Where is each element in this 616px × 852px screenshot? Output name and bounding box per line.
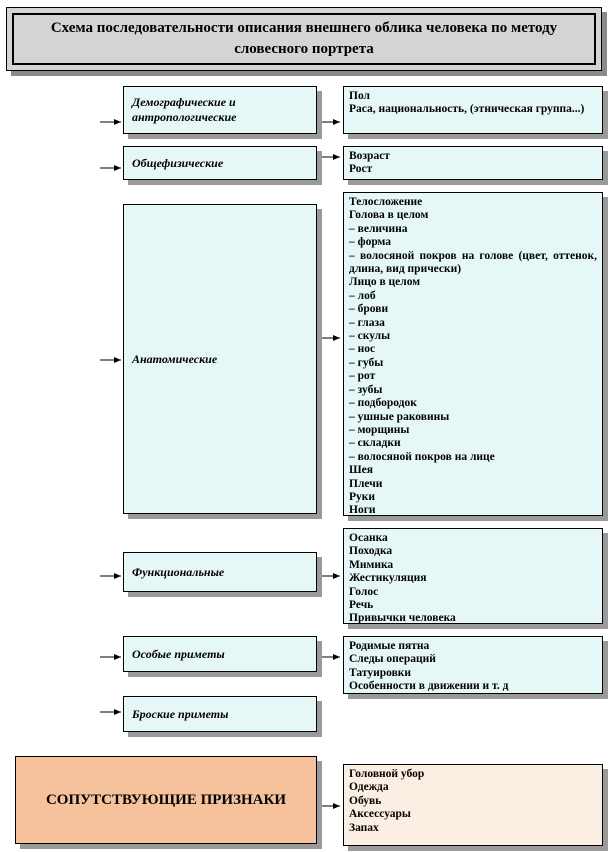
detail-item: – скулы — [349, 330, 391, 343]
detail-item: Ноги — [349, 504, 376, 517]
detail-item: Голова в целом — [349, 209, 429, 222]
detail-item: Речь — [349, 599, 374, 612]
detail-item: – складки — [349, 437, 401, 450]
detail-item: Походка — [349, 545, 393, 558]
detail-item: – брови — [349, 303, 389, 316]
detail-item: – лоб — [349, 289, 376, 302]
detail-item: Руки — [349, 490, 376, 503]
detail-item: – форма — [349, 236, 392, 249]
details-demographic — [343, 86, 603, 134]
detail-item: Аксессуары — [349, 808, 411, 821]
detail-item: Осанка — [349, 532, 388, 544]
detail-item: Татуировки — [349, 666, 412, 679]
detail-item: Родимые пятна — [349, 640, 430, 652]
category-general-physical: Общефизические — [123, 146, 317, 180]
detail-item: Лицо в целом — [349, 276, 421, 289]
detail-item: Шея — [349, 464, 373, 477]
details-anatomical — [343, 192, 603, 516]
detail-item: – глаза — [349, 316, 385, 329]
detail-item: Запах — [349, 821, 379, 834]
category-striking-marks: Броские приметы — [123, 696, 317, 732]
detail-item: – подбородок — [349, 397, 417, 410]
detail-item: Особенности в движении и т. д — [349, 680, 509, 693]
detail-item: – нос — [349, 343, 376, 356]
detail-item: – зубы — [349, 383, 383, 396]
detail-item: Одежда — [349, 781, 389, 794]
category-accompanying: СОПУТСТВУЮЩИЕ ПРИЗНАКИ — [15, 756, 317, 844]
detail-item: Привычки человека — [349, 612, 456, 625]
detail-item: – величина — [349, 222, 408, 235]
detail-item: Рост — [349, 163, 373, 176]
detail-item: – губы — [349, 356, 384, 369]
details-accompanying — [343, 764, 603, 846]
detail-item: – волосяной покров на голове (цвет, оттенок, длина, вид прически) — [349, 249, 597, 276]
detail-item: – морщины — [349, 423, 410, 436]
detail-item: Обувь — [349, 794, 382, 807]
detail-item: Возраст — [349, 150, 390, 162]
category-demographic: Демографические и антропологические — [123, 86, 317, 134]
category-functional: Функциональные — [123, 552, 317, 592]
category-anatomical: Анатомические — [123, 204, 317, 514]
diagram-title: Схема последовательности описания внешнего облика человека по методу словесного портрета — [12, 13, 596, 65]
detail-item: Жестикуляция — [349, 572, 427, 585]
detail-item: Телосложение — [349, 196, 423, 208]
detail-item: Головной убор — [349, 768, 425, 780]
detail-item: Голос — [349, 585, 379, 598]
detail-item: Следы операций — [349, 653, 436, 666]
detail-item: Плечи — [349, 477, 383, 490]
diagram-title-frame — [6, 7, 602, 71]
detail-item: Раса, национальность, (этническая группа...) — [349, 103, 585, 116]
detail-item: – ушные раковины — [349, 410, 450, 423]
detail-item: Мимика — [349, 558, 394, 571]
detail-item: – волосяной покров на лице — [349, 450, 495, 463]
detail-item: Пол — [349, 90, 370, 102]
details-general-physical — [343, 146, 603, 180]
details-functional — [343, 528, 603, 624]
category-special-marks: Особые приметы — [123, 636, 317, 672]
details-special-marks — [343, 636, 603, 694]
detail-item: – рот — [349, 370, 376, 383]
